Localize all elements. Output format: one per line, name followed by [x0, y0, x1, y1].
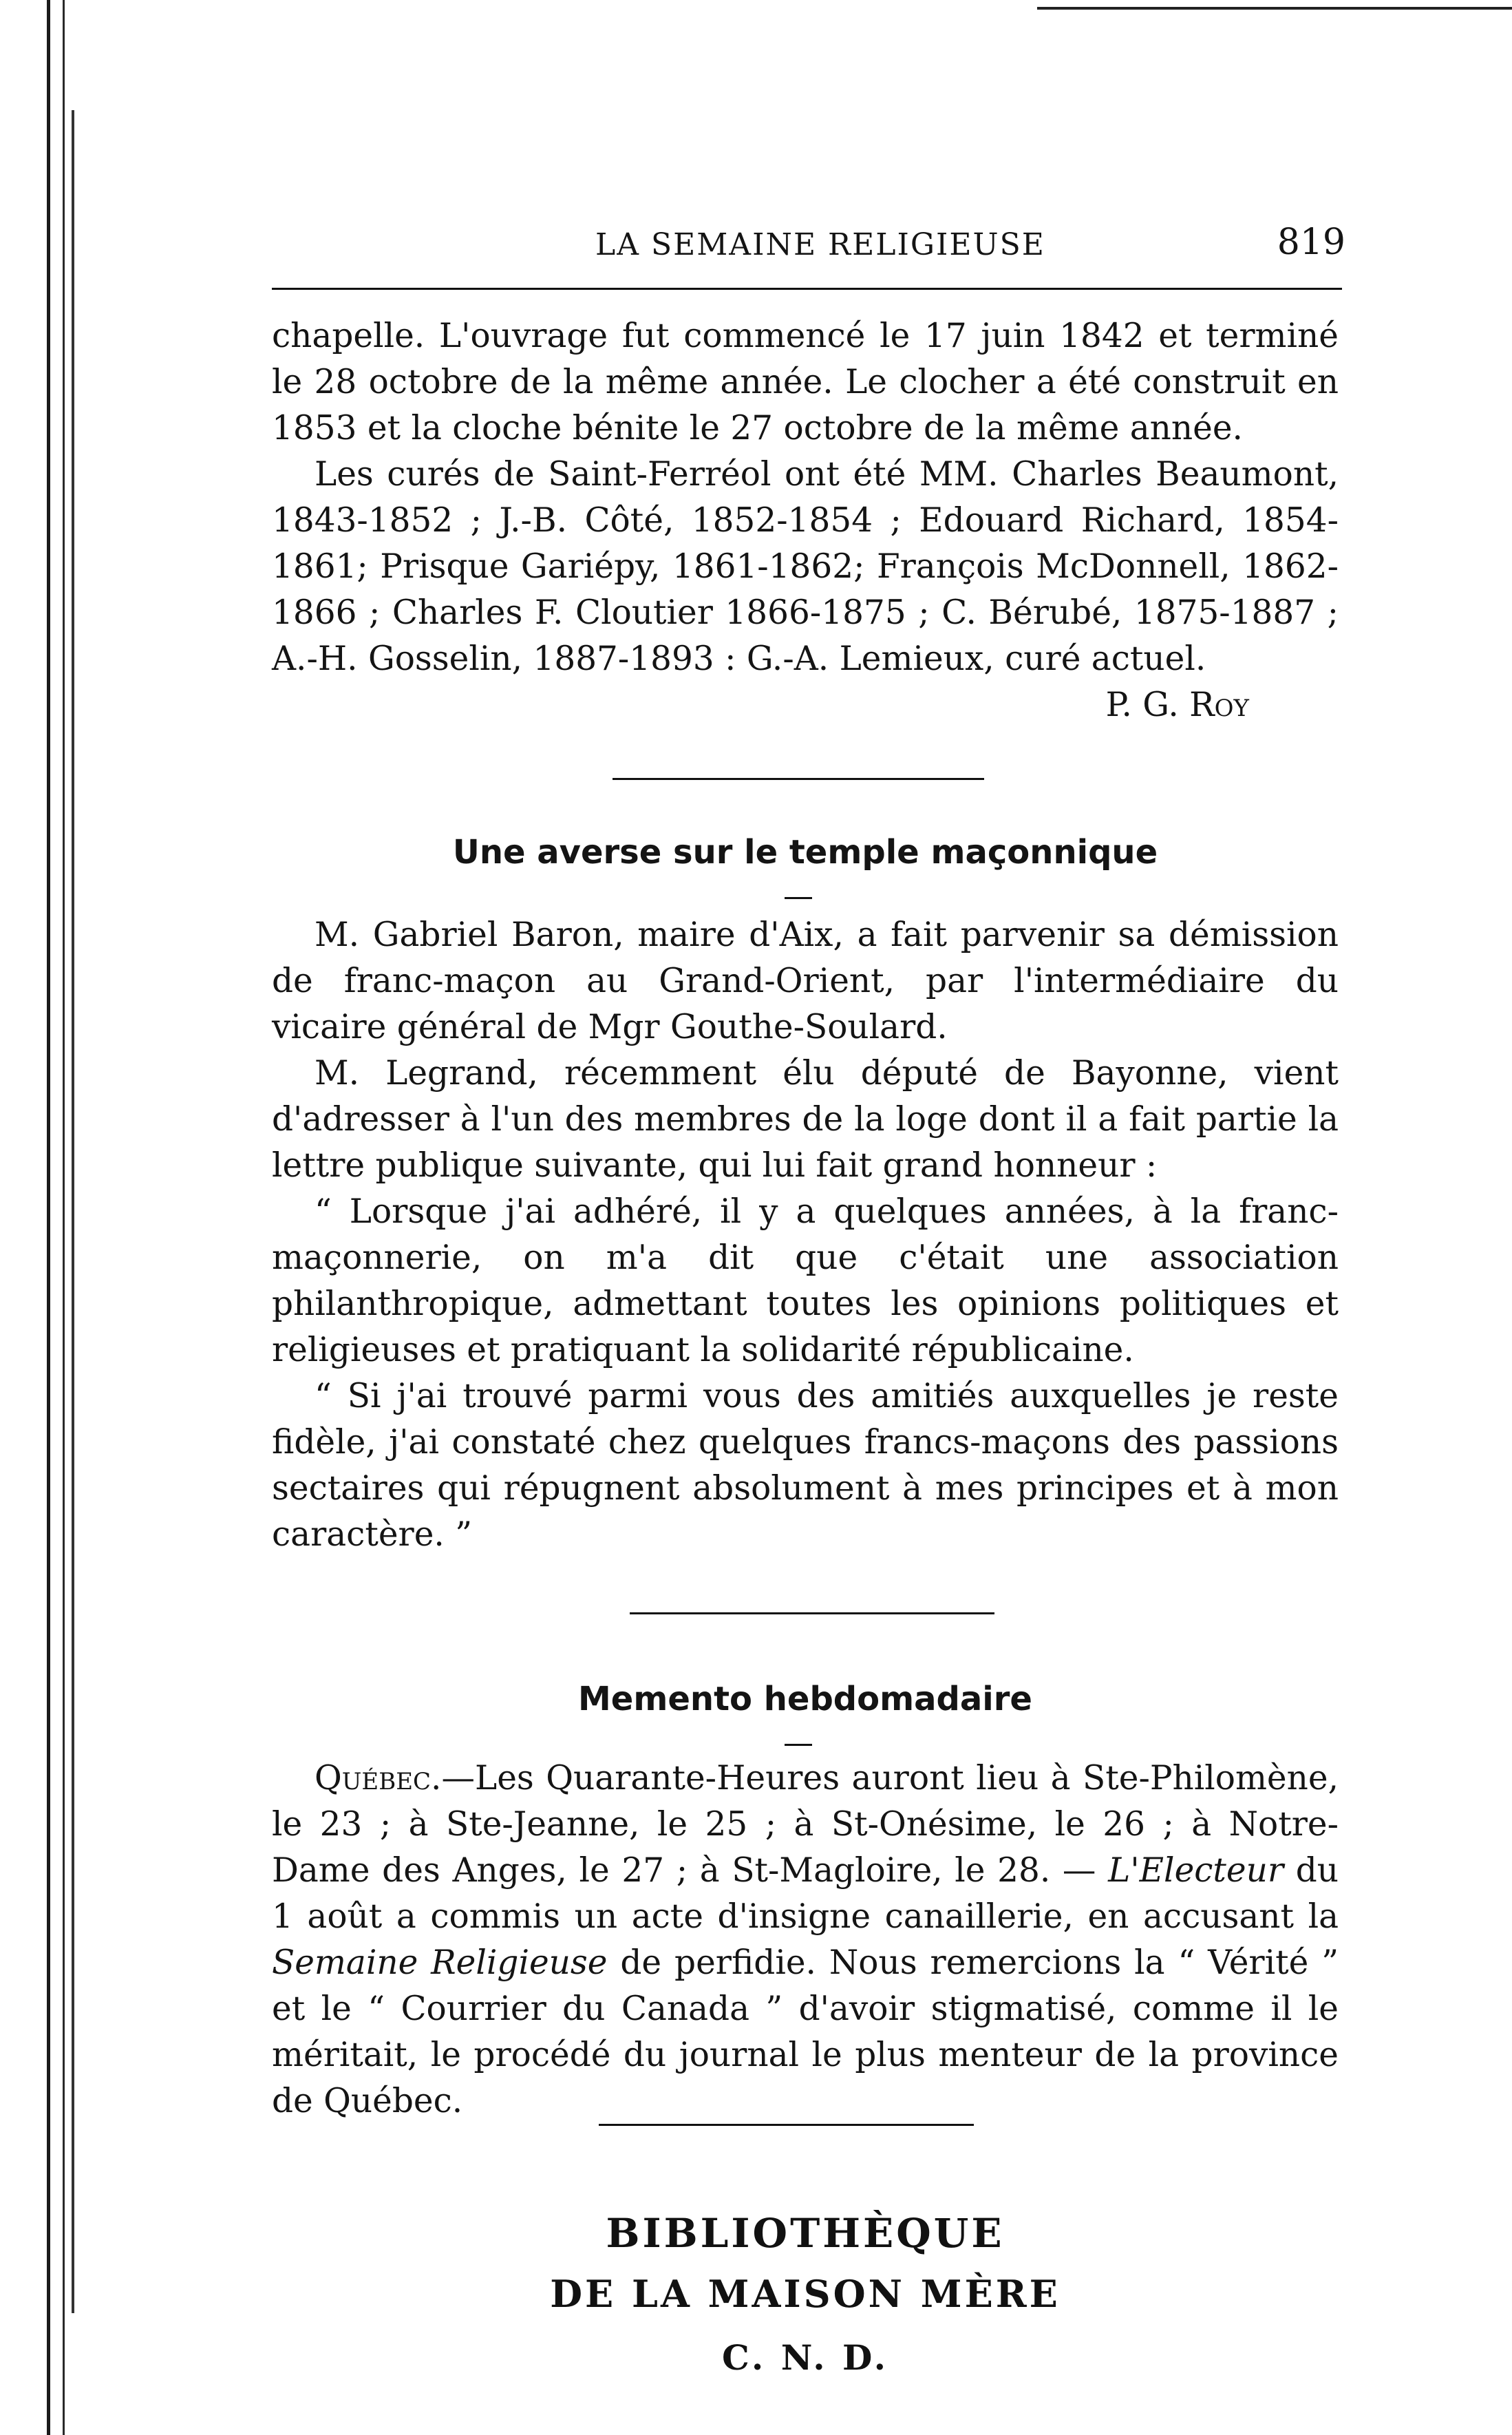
paragraph: chapelle. L'ouvrage fut commencé le 17 juin 1842 et terminé le 28 octobre de la même année. Le clocher a été construit en 1853 et la cloche bénite le 27 octobre de la même année. — [272, 317, 1339, 447]
library-stamp-line-3: C. N. D. — [721, 2337, 889, 2378]
text-segment: du 1 août a commis un acte d'insigne canaillerie, en accusant la — [272, 1851, 1339, 1936]
running-head — [272, 222, 1345, 268]
section-divider — [630, 1612, 994, 1614]
article-title-averse: Une averse sur le temple maçonnique — [452, 833, 1158, 872]
place-lead: Québec. — [315, 1759, 442, 1798]
section-divider — [613, 778, 984, 780]
publication-name: Semaine Religieuse — [272, 1943, 608, 1982]
article-title-memento: Memento hebdomadaire — [578, 1680, 1032, 1718]
paragraph: M. Legrand, récemment élu député de Bayonne, vient d'adresser à l'un des membres de la loge dont il a fait partie la lettre publique suivante, qui lui fait grand honneur : — [272, 1054, 1339, 1185]
newspaper-name: L'Electeur — [1108, 1851, 1284, 1890]
paragraph: M. Gabriel Baron, maire d'Aix, a fait parvenir sa démission de franc-maçon au Grand-Orient, par l'intermédiaire du vicaire général de Mgr Gouthe-Soulard. — [272, 916, 1339, 1046]
signature: P. G. Roy — [1105, 686, 1249, 724]
title-dash — [785, 1744, 812, 1746]
scan-binding-line — [72, 110, 74, 2313]
paragraph: “ Lorsque j'ai adhéré, il y a quelques années, à la franc-maçonnerie, on m'a dit que c'était une association philanthropique, admettant toutes les opinions politiques et religieuses et pratiquant la solidarité républicaine. — [272, 1192, 1339, 1369]
scan-binding-edge — [47, 0, 65, 2435]
text-segment: —Les Quarante-Heures auront lieu à Ste-Philomène, le 23 ; à Ste-Jeanne, le 25 ; à St-Onésime, le 26 ; à Notre-Dame des Anges, le 27 ; à St-Magloire, le 28. — — [272, 1759, 1339, 1890]
section-divider — [599, 2124, 974, 2126]
page-number: 819 — [1277, 222, 1345, 263]
paragraph: Les curés de Saint-Ferréol ont été MM. Charles Beaumont, 1843-1852 ; J.-B. Côté, 1852-1854 ; Edouard Richard, 1854-1861; Prisque Gariépy, 1861-1862; François McDonnell, 1862-1866 ; Charles F. Cloutier 1866-1875 ; C. Bérubé, 1875-1887 ; A.-H. Gosselin, 1887-1893 : G.-A. Lemieux, curé actuel. — [272, 455, 1339, 678]
title-dash — [785, 897, 812, 899]
paragraph: “ Si j'ai trouvé parmi vous des amitiés auxquelles je reste fidèle, j'ai constaté chez quelques francs-maçons des passions sectaires qui répugnent absolument à mes principes et à mon caractère. ” — [272, 1377, 1339, 1554]
library-stamp-line-2: DE LA MAISON MÈRE — [550, 2272, 1061, 2316]
article-memento — [272, 1756, 1339, 2125]
header-rule — [272, 288, 1342, 290]
library-stamp-line-1: BIBLIOTHÈQUE — [606, 2210, 1005, 2257]
text-segment: de perfidie. Nous remercions la “ Vérité ” et le “ Courrier du Canada ” d'avoir stigmatisé, comme il le méritait, le procédé du journal le plus menteur de la province de Québec. — [272, 1943, 1339, 2120]
article-saint-ferreol — [272, 313, 1339, 728]
scan-top-line — [1037, 7, 1512, 10]
running-title: LA SEMAINE RELIGIEUSE — [595, 227, 1045, 262]
article-averse — [272, 912, 1339, 1558]
paragraph — [272, 1756, 1339, 2125]
